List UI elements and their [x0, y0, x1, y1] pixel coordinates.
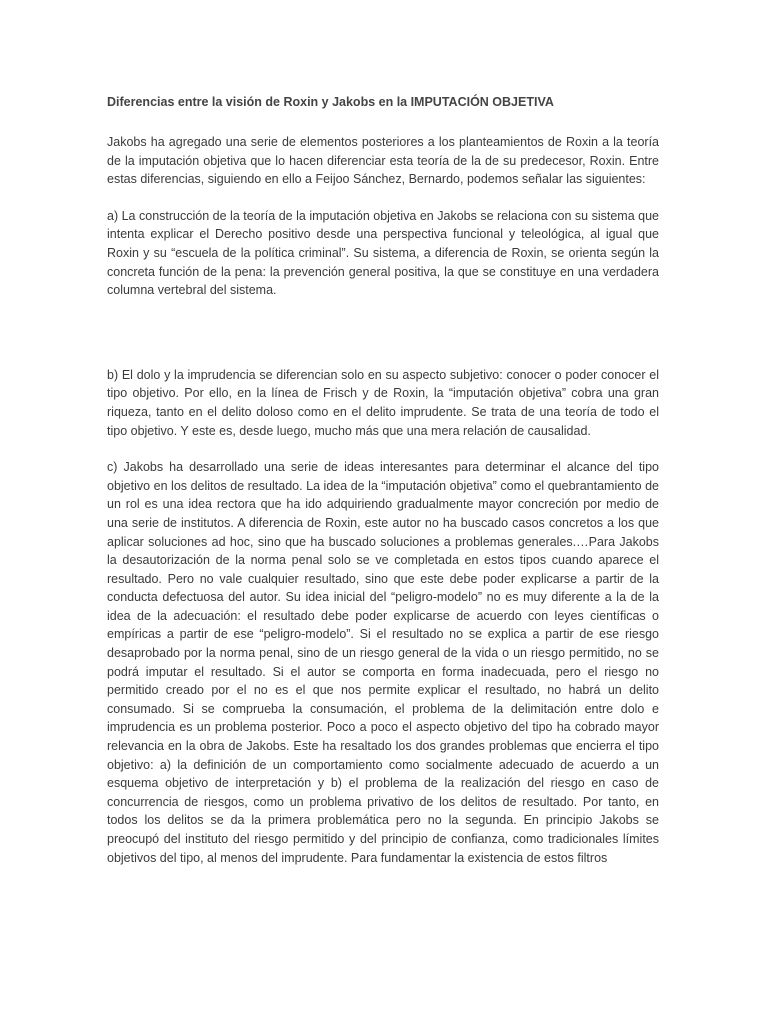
document-page: [107, 93, 659, 885]
paragraph-b: b) El dolo y la imprudencia se diferencian solo en su aspecto subjetivo: conocer o poder conocer el tipo objetivo. Por ello, en la línea de Frisch y de Roxin, la “imputación objetiva” cobra una gran riqueza, tanto en el delito doloso como en el delito imprudente. Se trata de una teoría de todo el tipo objetivo. Y este es, desde luego, mucho más que una mera relación de causalidad.: [107, 367, 659, 438]
paragraph-a: a) La construcción de la teoría de la imputación objetiva en Jakobs se relaciona con su sistema que intenta explicar el Derecho positivo desde una perspectiva funcional y teleológica, al igual que Roxin y su “escuela de la política criminal”. Su sistema, a diferencia de Roxin, se orienta según la concreta función de la pena: la prevención general positiva, la que se constituye en una verdadera columna vertebral del sistema.: [107, 208, 659, 298]
paragraph-intro: Jakobs ha agregado una serie de elementos posteriores a los planteamientos de Roxin a la teoría de la imputación objetiva que lo hacen diferenciar esta teoría de la de su predecesor, Roxin. Entre estas diferencias, siguiendo en ello a Feijoo Sánchez, Bernardo, podemos señalar las siguientes:: [107, 135, 659, 187]
paragraph-c: c) Jakobs ha desarrollado una serie de ideas interesantes para determinar el alcance del tipo objetivo en los delitos de resultado. La idea de la “imputación objetiva” como el quebrantamiento de un rol es una idea rectora que ha ido adquiriendo gradualmente mayor concreción por medio de una serie de institutos. A diferencia de Roxin, este autor no ha buscado casos concretos a los que aplicar soluciones ad hoc, sino que ha buscado soluciones a problemas generales.…Para Jakobs la desautorización de la norma penal solo se ve completada en estos tipos cuando aparece el resultado. Pero no vale cualquier resultado, sino que este debe poder explicarse a partir de la conducta defectuosa del autor. Su idea inicial del “peligro-modelo” no es muy diferente a la de la idea de la adecuación: el resultado debe poder explicarse de acuerdo con leyes científicas o empíricas a partir de ese “peligro-modelo”. Si el resultado no se explica a partir de ese riesgo desaprobado por la norma penal, sino de un riesgo general de la vida o un riesgo permitido, no se podrá imputar el resultado. Si el autor se comporta en forma inadecuada, pero el riesgo no permitido creado por el no es el que nos permite explicar el resultado, no habrá un delito consumado. Si se comprueba la consumación, el problema de la delimitación entre dolo e imprudencia es un problema posterior. Poco a poco el aspecto objetivo del tipo ha cobrado mayor relevancia en la obra de Jakobs. Este ha resaltado los dos grandes problemas que encierra el tipo objetivo: a) la definición de un comportamiento como socialmente adecuado de acuerdo a un esquema objetivo de interpretación y b) el problema de la realización del riesgo en caso de concurrencia de riesgos, como un problema privativo de los delitos de resultado. Por tanto, en todos los delitos se da la primera problemática pero no la segunda. En principio Jakobs se preocupó del instituto del riesgo permitido y del principio de confianza, como tradicionales límites objetivos del tipo, al menos del imprudente. Para fundamentar la existencia de estos filtros: [107, 460, 659, 865]
blank-space: [107, 318, 659, 366]
document-title: Diferencias entre la visión de Roxin y Jakobs en la IMPUTACIÓN OBJETIVA: [107, 95, 554, 109]
